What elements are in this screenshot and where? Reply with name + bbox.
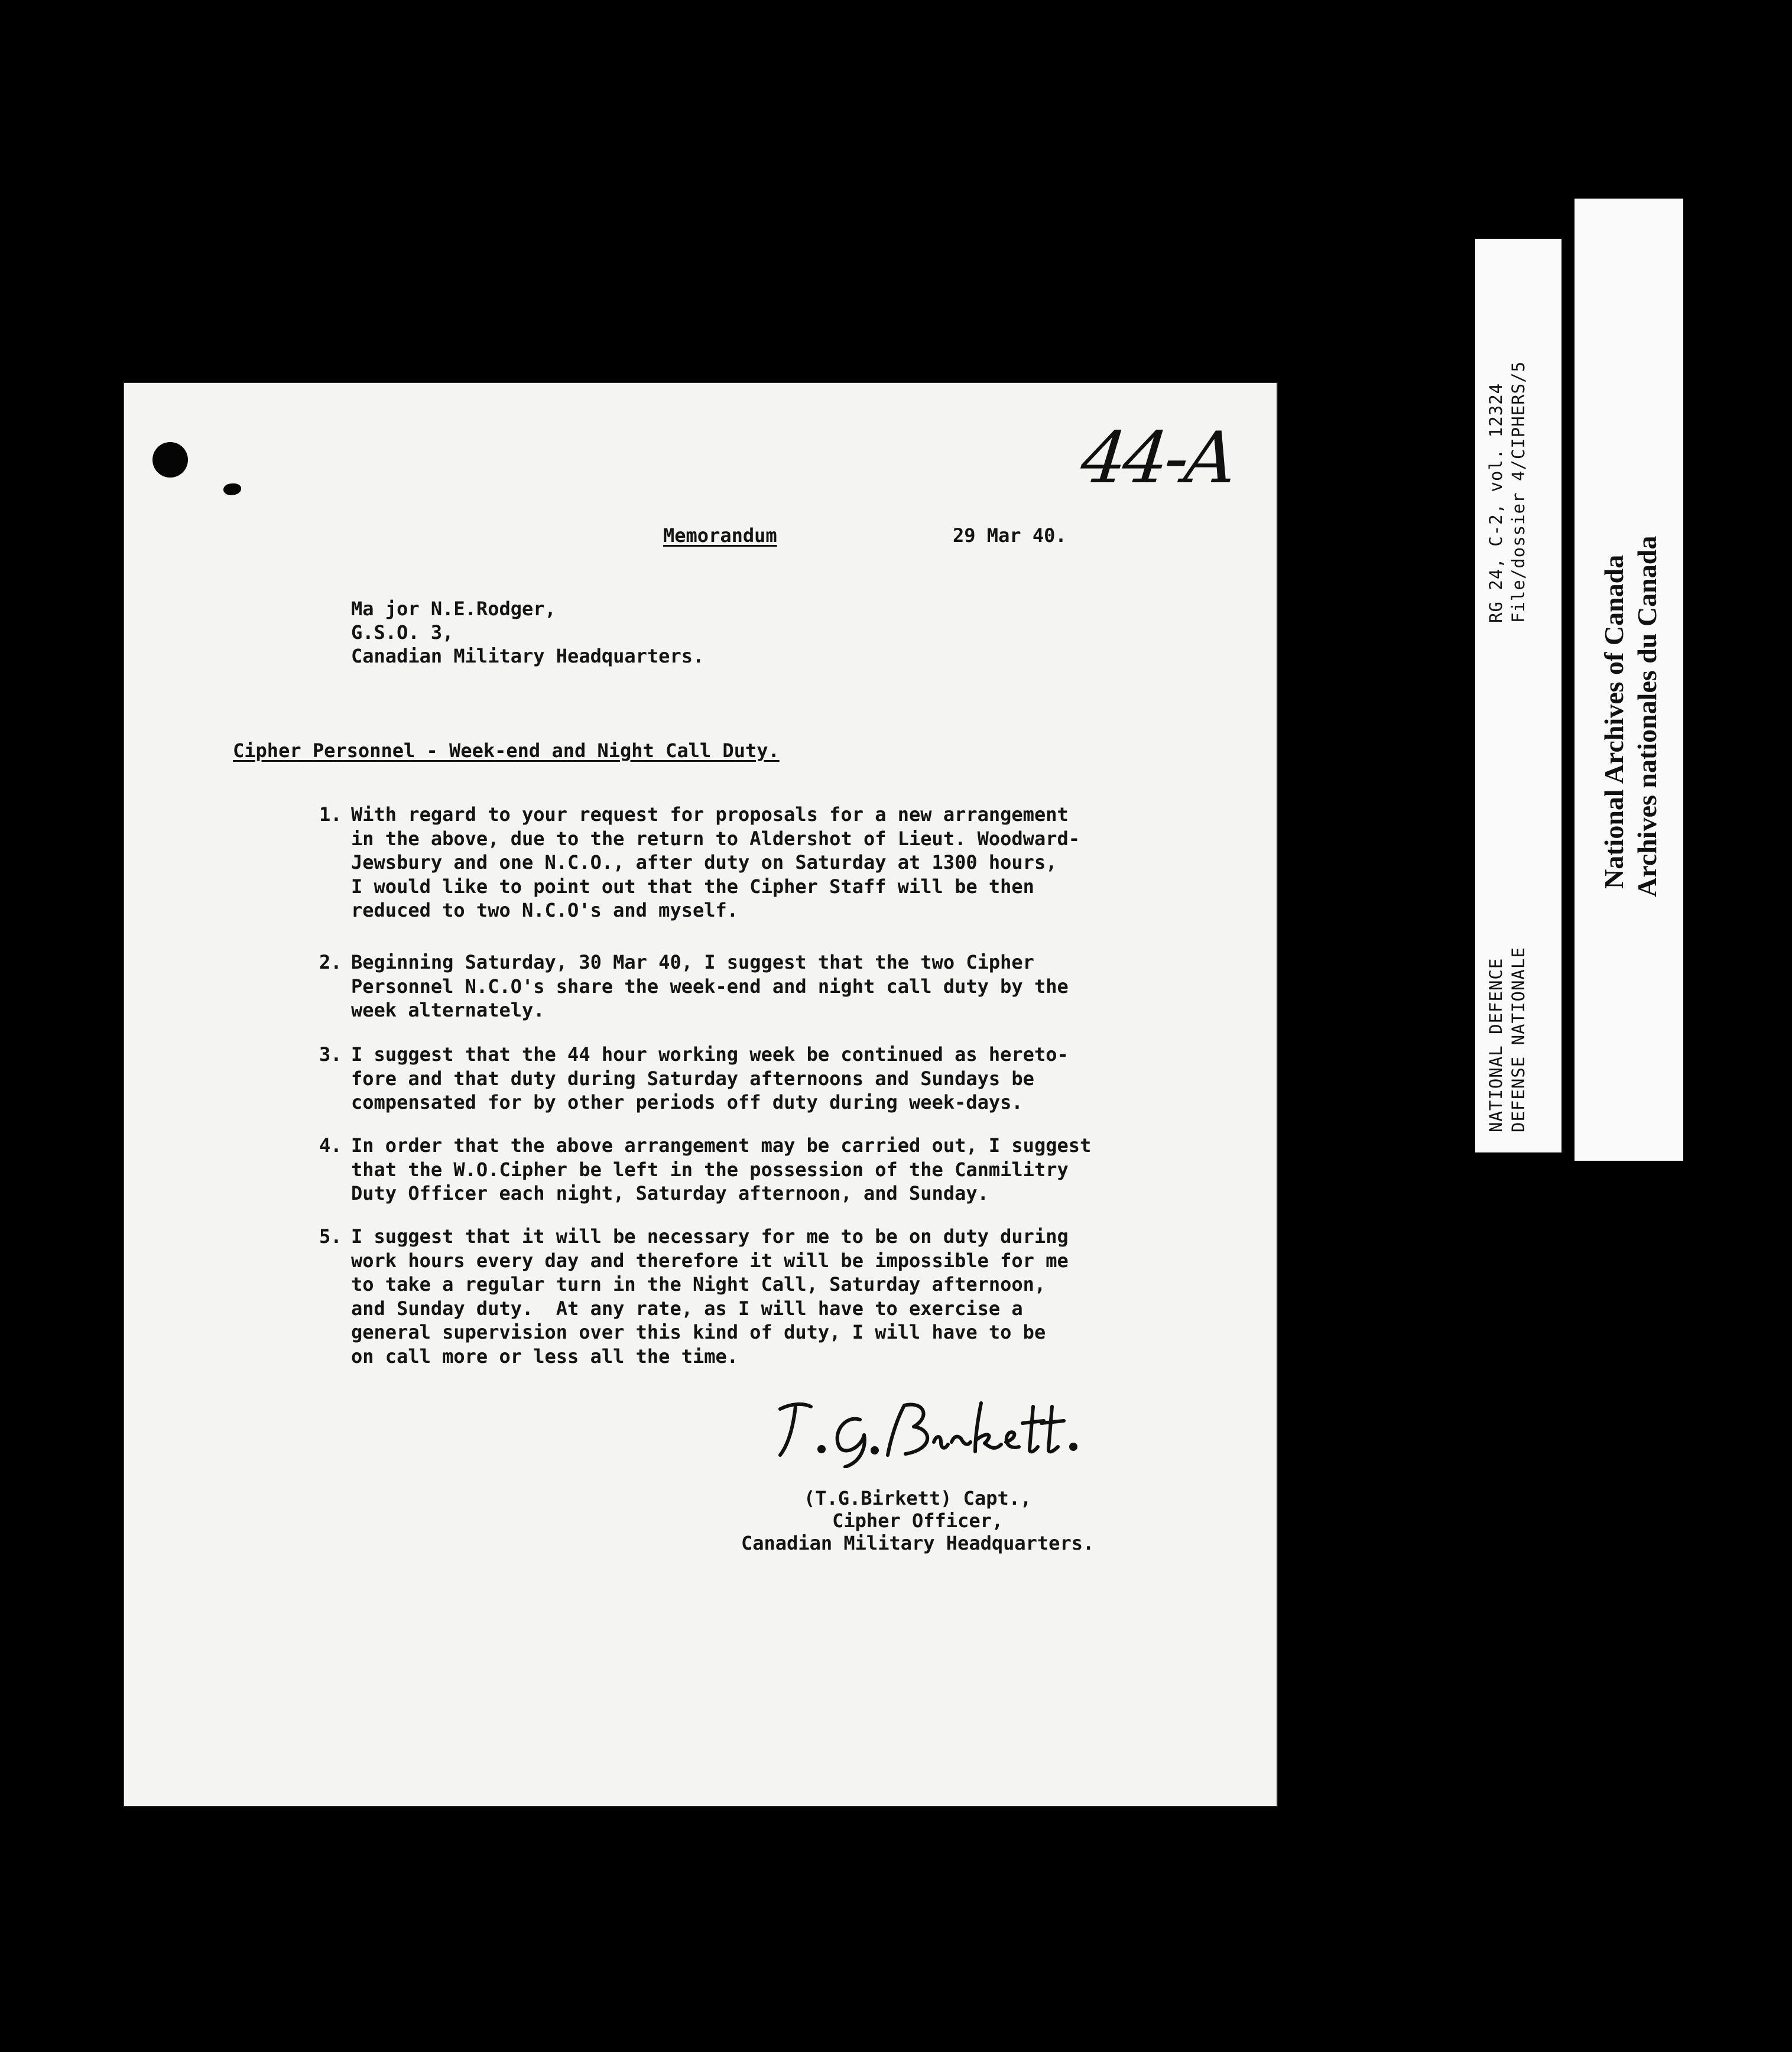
addressee-line: Ma jor N.E.Rodger, [351, 598, 556, 620]
paragraph-line: I would like to point out that the Cipher Staff will be then [351, 875, 1034, 898]
paragraph-number: 2. [319, 951, 342, 973]
archive-file-reference: File/dossier 4/CIPHERS/5 [1508, 361, 1528, 623]
handwritten-signature [757, 1385, 1087, 1468]
archive-reference: RG 24, C-2, vol. 12324 [1486, 382, 1506, 623]
archive-reference-strip [1475, 239, 1561, 1152]
paragraph-line: work hours every day and therefore it will be impossible for me [351, 1249, 1069, 1272]
signature-block [741, 1487, 1094, 1554]
paragraph-body [351, 1134, 1091, 1206]
paragraph-number: 5. [319, 1225, 342, 1248]
department-label-en: NATIONAL DEFENCE [1486, 957, 1506, 1132]
paragraph-line: Beginning Saturday, 30 Mar 40, I suggest that the two Cipher [351, 951, 1034, 973]
memo-date: 29 Mar 40. [953, 524, 1067, 547]
paragraph-line: general supervision over this kind of duty, I will have to be [351, 1321, 1046, 1343]
punch-hole [152, 442, 188, 478]
paragraph-line: to take a regular turn in the Night Call, Saturday afternoon, [351, 1273, 1046, 1296]
institution-label-en: National Archives of Canada [1599, 554, 1629, 889]
paragraph-body [351, 1043, 1069, 1115]
paragraph-line: With regard to your request for proposals for a new arrangement [351, 803, 1069, 826]
addressee-line: Canadian Military Headquarters. [351, 645, 705, 667]
paragraph-line: in the above, due to the return to Aldershot of Lieut. Woodward- [351, 827, 1080, 850]
paragraph-line: Personnel N.C.O's share the week-end and night call duty by the [351, 975, 1069, 998]
signature-organization: Canadian Military Headquarters. [741, 1532, 1095, 1554]
paragraph-number: 4. [319, 1134, 342, 1157]
paragraph-line: Duty Officer each night, Saturday afternoon, and Sunday. [351, 1182, 989, 1204]
paragraph-body [351, 803, 1080, 923]
paragraph-body [351, 1225, 1069, 1368]
department-label-fr: DEFENSE NATIONALE [1508, 947, 1528, 1132]
institution-label-fr: Archives nationales du Canada [1632, 535, 1662, 897]
paragraph-line: In order that the above arrangement may be carried out, I suggest [351, 1134, 1092, 1157]
ink-mark [223, 483, 241, 495]
memo-subject: Cipher Personnel - Week-end and Night Call Duty. [233, 739, 780, 762]
addressee-block [351, 597, 704, 668]
paragraph-number: 3. [319, 1043, 342, 1066]
folio-mark: 44-A [1077, 417, 1238, 499]
addressee-line: G.S.O. 3, [351, 621, 454, 644]
paragraph-line: and Sunday duty. At any rate, as I will have to exercise a [351, 1297, 1023, 1320]
paragraph-line: I suggest that it will be necessary for me to be on duty during [351, 1225, 1069, 1248]
paragraph-line: week alternately. [351, 999, 545, 1021]
signature-name: (T.G.Birkett) Capt., [803, 1487, 1032, 1509]
paragraph-number: 1. [319, 803, 342, 826]
paragraph-line: fore and that duty during Saturday afternoons and Sundays be [351, 1067, 1034, 1090]
paragraph-line: compensated for by other periods off duty during week-days. [351, 1091, 1023, 1113]
signature-title: Cipher Officer, [832, 1509, 1004, 1532]
paragraph-body [351, 950, 1069, 1022]
paragraph-line: reduced to two N.C.O's and myself. [351, 899, 739, 921]
memo-heading: Memorandum [663, 524, 777, 547]
paragraph-line: I suggest that the 44 hour working week be continued as hereto- [351, 1043, 1069, 1066]
paragraph-line: on call more or less all the time. [351, 1345, 739, 1368]
paragraph-line: that the W.O.Cipher be left in the possession of the Canmilitry [351, 1158, 1069, 1181]
archive-institution-strip [1575, 199, 1683, 1161]
paragraph-line: Jewsbury and one N.C.O., after duty on Saturday at 1300 hours, [351, 851, 1057, 874]
memo-page [124, 383, 1277, 1806]
